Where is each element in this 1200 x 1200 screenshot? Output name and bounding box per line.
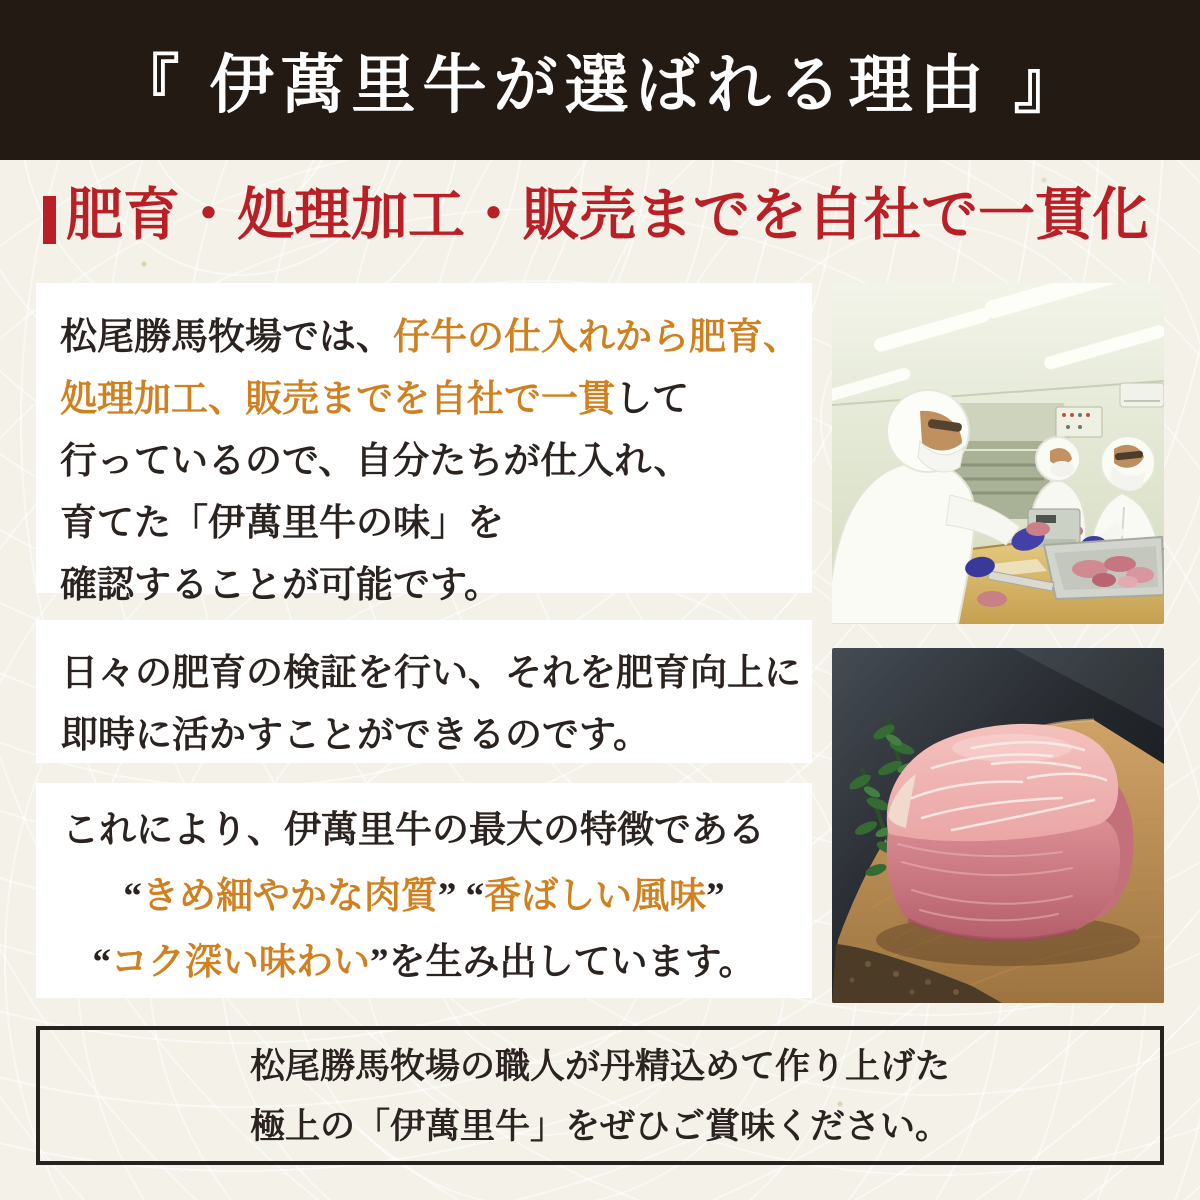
text-segment-highlight: きめ細やかな肉質	[141, 876, 438, 917]
quote-mark: ”	[369, 942, 389, 983]
header-banner	[0, 0, 1200, 160]
text-line	[36, 798, 812, 864]
text-segment: 極上の「伊萬里牛」をぜひご賞味ください。	[249, 1107, 950, 1146]
text-segment-highlight: コク深い味わい	[110, 942, 370, 983]
air-conditioner	[1120, 383, 1164, 407]
text-line	[60, 493, 812, 555]
text-segment: 松尾勝馬牧場では、	[60, 317, 393, 358]
text-line	[36, 864, 812, 930]
meat-tray	[1044, 537, 1164, 599]
text-segment: 確認することが可能です。	[60, 565, 502, 606]
meat-piece	[977, 591, 1007, 607]
text-segment: 即時に活かすことができるのです。	[61, 715, 651, 756]
text-segment: これにより、伊萬里牛の最大の特徴である	[62, 810, 765, 851]
text-segment-highlight: 処理加工、販売までを自社で一貫	[60, 379, 615, 420]
text-line	[36, 930, 812, 996]
text-line	[60, 369, 812, 431]
meat-processing-photo	[832, 283, 1164, 624]
verification-text-box	[36, 620, 812, 763]
footer-note-box	[36, 1026, 1164, 1165]
text-segment-highlight: 仔牛の仕入れから肥育、	[393, 317, 800, 358]
text-line	[40, 1097, 1160, 1157]
text-segment: 育てた「伊萬里牛の味」を	[60, 503, 504, 544]
wagyu-block	[887, 724, 1134, 940]
text-line	[61, 705, 812, 767]
text-segment: 松尾勝馬牧場の職人が丹精込めて作り上げた	[249, 1047, 950, 1086]
text-segment: 行っているので、自分たちが仕入れ、	[60, 441, 691, 482]
red-accent-bar	[43, 196, 56, 244]
quote-mark: ” “	[437, 876, 485, 917]
meat-processing-illustration	[832, 283, 1164, 624]
section-heading: 肥育・処理加工・販売までを自社で一貫化	[66, 184, 1149, 247]
text-segment-highlight: 香ばしい風味	[484, 876, 707, 917]
page-title: 『 伊萬里牛が選ばれる理由 』	[115, 50, 1085, 121]
wagyu-beef-illustration	[832, 648, 1164, 1003]
text-line	[60, 307, 812, 369]
text-segment: 日々の肥育の検証を行い、それを肥育向上に	[61, 653, 801, 694]
text-line	[60, 555, 812, 617]
text-line	[40, 1037, 1160, 1097]
quote-mark: “	[92, 942, 111, 983]
control-panel	[1056, 407, 1102, 437]
text-segment: して	[615, 379, 689, 420]
quote-mark: ”	[706, 876, 725, 917]
text-line	[60, 431, 812, 493]
text-line	[61, 643, 812, 705]
wagyu-beef-photo	[832, 648, 1164, 1003]
features-text-box	[36, 783, 812, 998]
quote-mark: “	[123, 876, 142, 917]
text-segment: を生み出しています。	[388, 942, 756, 983]
intro-text-box	[36, 283, 812, 606]
